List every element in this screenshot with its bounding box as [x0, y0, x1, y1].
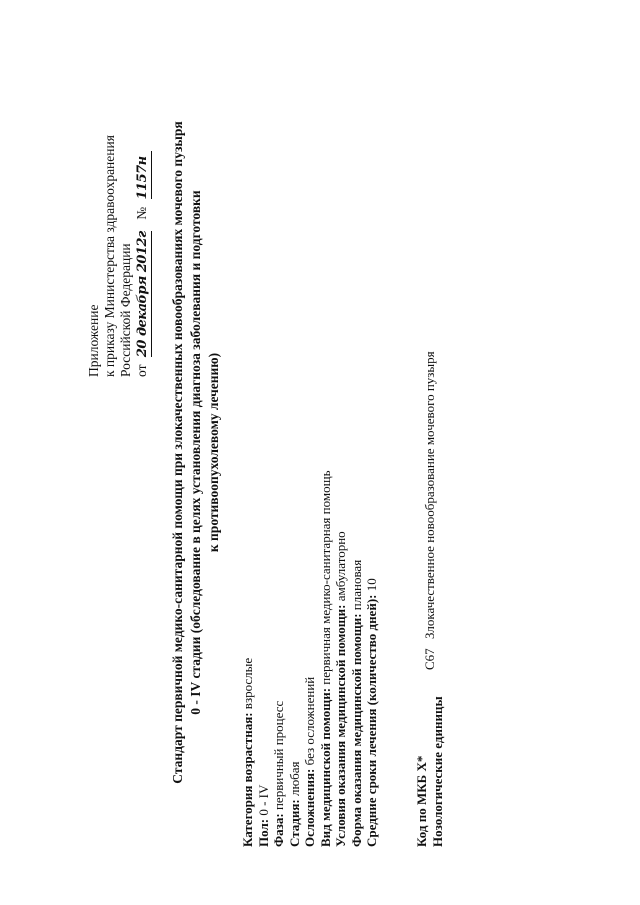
attribute-row: Пол: 0 - IV: [255, 784, 271, 847]
standard-title-line-2: 0 - IV стадии (обследование в целях установления диагноза заболевания и подготовки: [188, 190, 203, 715]
appendix-line-2: к приказу Министерства здравоохранения: [102, 135, 117, 377]
appendix-date-prefix: от: [134, 364, 149, 377]
attribute-row: Фаза: первичный процесс: [271, 700, 286, 847]
icd-code: C67: [422, 648, 437, 670]
attribute-row: Форма оказания медицинской помощи: плановая: [348, 559, 364, 847]
standard-title-line-1: Стандарт первичной медико-санитарной помощи при злокачественных новообразованиях мочевого пузыря: [170, 121, 185, 784]
appendix-line-3: Российской Федерации: [118, 243, 133, 377]
attribute-row: Средние сроки лечения (количество дней): 10: [364, 578, 379, 847]
attribute-row: Осложнения: без осложнений: [302, 676, 317, 847]
standard-title-line-3: к противоопухолевому лечению): [206, 352, 221, 553]
attribute-row: Вид медицинской помощи: первичная медико-санитарная помощь: [317, 470, 333, 847]
attributes-list: [240, 470, 380, 847]
attribute-row: Стадия: любая: [286, 761, 302, 847]
handwritten-number: 1157н: [135, 152, 152, 200]
number-sign: №: [134, 206, 149, 220]
appendix-line-4: [134, 152, 152, 378]
icd-description: Злокачественное новообразование мочевого пузыря: [422, 351, 437, 639]
attribute-row: Условия оказания медицинской помощи: амбулаторно: [333, 531, 348, 847]
icd-header-label: Код по МКБ X*: [414, 755, 429, 847]
attribute-row: Категория возрастная: взрослые: [240, 657, 255, 847]
appendix-line-1: Приложение: [86, 304, 101, 377]
icd-header-sub: Нозологические единицы: [430, 696, 445, 847]
handwritten-date: 20 декабря 2012г: [135, 231, 150, 358]
